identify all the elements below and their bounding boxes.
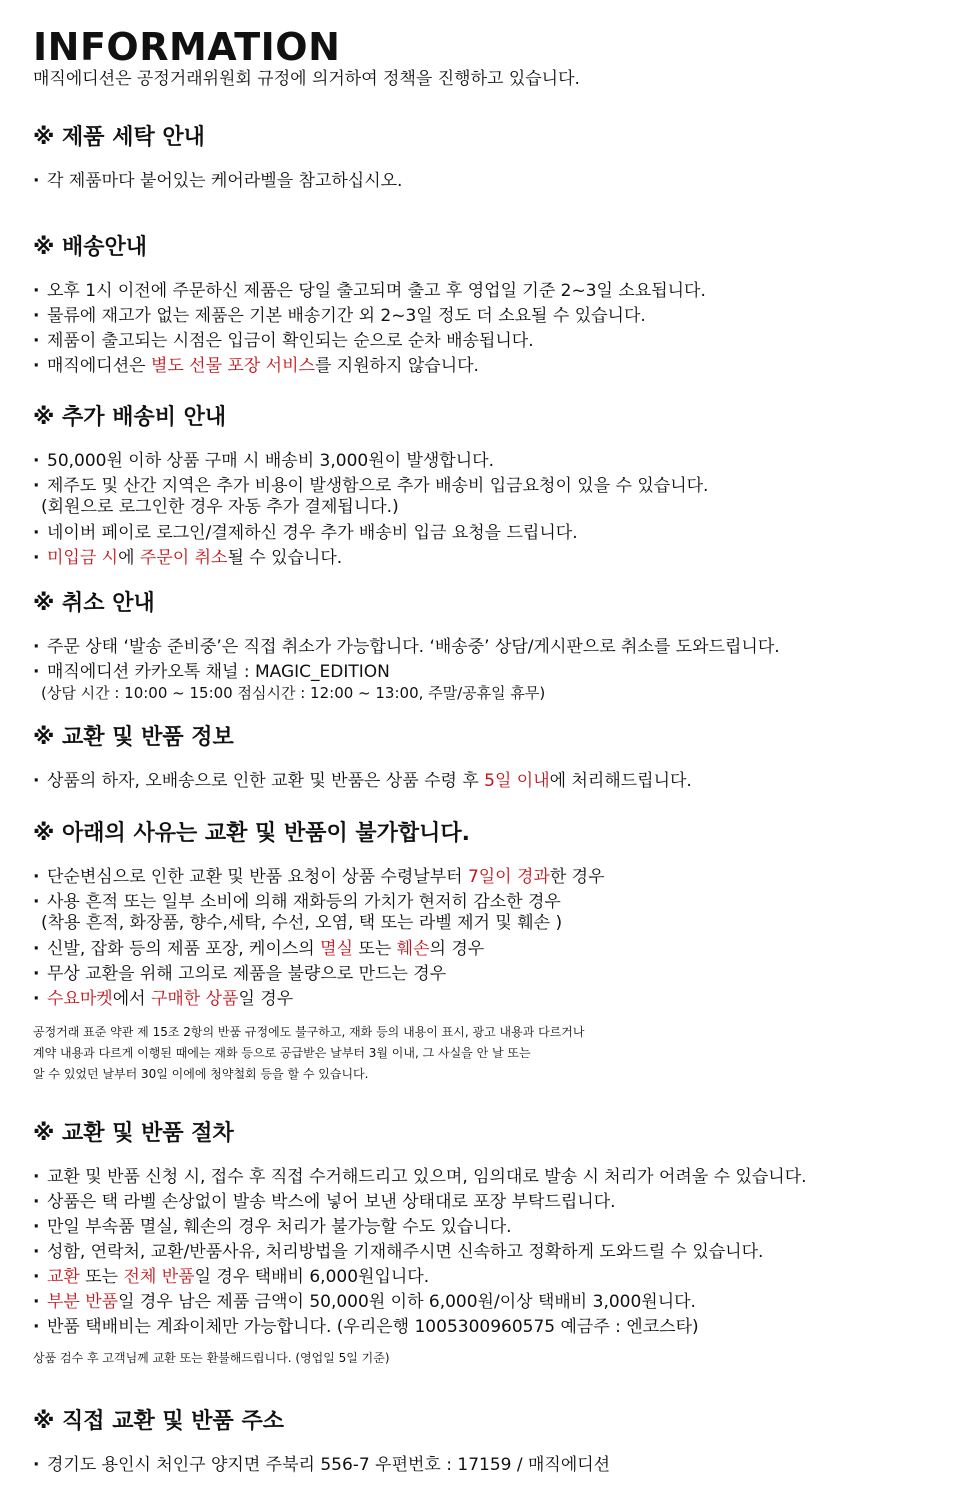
highlight-text: 5일 이내 xyxy=(484,771,550,791)
list-item-note: (상담 시간 : 10:00 ~ 15:00 점심시간 : 12:00 ~ 13:00, 주말/공휴일 휴무) xyxy=(41,684,546,702)
list-item xyxy=(33,769,943,794)
text-part: 일 경우 남은 제품 금액이 50,000원 이하 6,000원/이상 택배비 3,000원니다. xyxy=(118,1292,696,1312)
section-heading: ※ 제품 세탁 안내 xyxy=(33,125,205,150)
list-item: · 만일 부속품 멸실, 훼손의 경우 처리가 불가능할 수도 있습니다. xyxy=(33,1215,943,1240)
list-item xyxy=(33,354,943,379)
legal-note: 공정거래 표준 약관 제 15조 2항의 반품 규정에도 불구하고, 재화 등의 내용이 표시, 광고 내용과 다르거나 xyxy=(33,1025,585,1039)
highlight-text: 부분 반품 xyxy=(47,1292,119,1312)
text-part: 또는 xyxy=(353,939,397,959)
list-item: · 성함, 연락처, 교환/반품사유, 처리방법을 기재해주시면 신속하고 정확하게 도와드릴 수 있습니다. xyxy=(33,1240,943,1265)
highlight-text: 훼손 xyxy=(396,939,430,959)
text-part: 신발, 잡화 등의 제품 포장, 케이스의 xyxy=(47,939,321,959)
text-part: 단순변심으로 인한 교환 및 반품 요청이 상품 수령날부터 xyxy=(47,867,468,887)
section-heading: ※ 아래의 사유는 교환 및 반품이 불가합니다. xyxy=(33,821,470,846)
list-item xyxy=(33,865,943,890)
text-part: 에 xyxy=(118,548,140,568)
section-heading: ※ 취소 안내 xyxy=(33,591,155,616)
list-item: · 주문 상태 ‘발송 준비중’은 직접 취소가 가능합니다. ‘배송중’ 상담/게시판으로 취소를 도와드립니다. xyxy=(33,635,943,660)
list-item-note: (회원으로 로그인한 경우 자동 추가 결제됩니다.) xyxy=(41,497,399,517)
not-allowed-section xyxy=(33,820,943,1085)
highlight-text: 미입금 시 xyxy=(47,548,119,568)
list-item: · 교환 및 반품 신청 시, 접수 후 직접 수거해드리고 있으며, 임의대로 발송 시 처리가 어려울 수 있습니다. xyxy=(33,1165,943,1190)
highlight-text: 전체 반품 xyxy=(123,1267,195,1287)
text-part: 한 경우 xyxy=(549,867,605,887)
text-part: 에 처리해드립니다. xyxy=(549,771,692,791)
text-part: 상품의 하자, 오배송으로 인한 교환 및 반품은 상품 수령 후 xyxy=(47,771,485,791)
text-part: 에서 xyxy=(112,989,151,1009)
list-item: · 네이버 페이로 로그인/결제하신 경우 추가 배송비 입금 요청을 드립니다. xyxy=(33,521,943,546)
extra-fee-section xyxy=(33,404,943,571)
page-title: INFORMATION xyxy=(33,25,341,69)
list-item: · 상품은 택 라벨 손상없이 발송 박스에 넣어 보낸 상태대로 포장 부탁드립니다. xyxy=(33,1190,943,1215)
cancel-section xyxy=(33,590,943,707)
list-item-note: (착용 흔적, 화장품, 향수,세탁, 수선, 오염, 택 또는 라벨 제거 및 훼손 ) xyxy=(41,913,563,933)
highlight-text: 7일이 경과 xyxy=(467,867,550,887)
text-part: 일 경우 xyxy=(238,989,294,1009)
list-item: · 제품이 출고되는 시점은 입금이 확인되는 순으로 순차 배송됩니다. xyxy=(33,329,943,354)
info-page xyxy=(33,25,943,1475)
list-item: · 매직에디션 카카오톡 채널 : MAGIC_EDITION xyxy=(33,660,943,685)
text-part: 또는 xyxy=(79,1267,124,1287)
list-item: · 물류에 재고가 없는 제품은 기본 배송기간 외 2~3일 정도 더 소요될 수 있습니다. xyxy=(33,304,943,329)
highlight-text: 별도 선물 포장 서비스 xyxy=(150,356,315,376)
text-part: 의 경우 xyxy=(429,939,485,959)
section-heading: ※ 직접 교환 및 반품 주소 xyxy=(33,1409,284,1434)
legal-note: 상품 검수 후 고객님께 교환 또는 환불해드립니다. (영업일 5일 기준) xyxy=(33,1351,390,1365)
text-part: 될 수 있습니다. xyxy=(227,548,343,568)
section-heading: ※ 배송안내 xyxy=(33,235,148,260)
highlight-text: 구매한 상품 xyxy=(150,989,239,1009)
highlight-text: 멸실 xyxy=(320,939,353,959)
list-item: · 사용 흔적 또는 일부 소비에 의해 재화등의 가치가 현저히 감소한 경우 xyxy=(33,890,943,915)
list-item xyxy=(33,1265,943,1290)
washing-section xyxy=(33,124,943,194)
list-item: · 제주도 및 산간 지역은 추가 비용이 발생함으로 추가 배송비 입금요청이 있을 수 있습니다. xyxy=(33,474,943,499)
text-part: 일 경우 택배비 6,000원입니다. xyxy=(194,1267,430,1287)
highlight-text: 주문이 취소 xyxy=(139,548,228,568)
legal-note: 계약 내용과 다르게 이행된 때에는 재화 등으로 공급받은 날부터 3월 이내, 그 사실을 안 날 또는 xyxy=(33,1046,531,1060)
highlight-text: 수요마켓 xyxy=(47,989,113,1009)
section-heading: ※ 교환 및 반품 절차 xyxy=(33,1121,234,1146)
highlight-text: 교환 xyxy=(47,1267,80,1287)
list-item xyxy=(33,1290,943,1315)
list-item: · 오후 1시 이전에 주문하신 제품은 당일 출고되며 출고 후 영업일 기준 2~3일 소요됩니다. xyxy=(33,279,943,304)
address-section xyxy=(33,1408,943,1478)
shipping-section xyxy=(33,234,943,379)
legal-note: 알 수 있었던 날부터 30일 이에에 청약철회 등을 할 수 있습니다. xyxy=(33,1067,369,1081)
section-heading: ※ 추가 배송비 안내 xyxy=(33,405,227,430)
text-part: 를 지원하지 않습니다. xyxy=(314,356,479,376)
section-heading: ※ 교환 및 반품 정보 xyxy=(33,725,234,750)
list-item: · 50,000원 이하 상품 구매 시 배송비 3,000원이 발생합니다. xyxy=(33,449,943,474)
text-part: 매직에디션은 xyxy=(47,356,151,376)
address-line: · 경기도 용인시 처인구 양지면 주북리 556-7 우편번호 : 17159 / 매직에디션 xyxy=(33,1453,943,1478)
procedure-section xyxy=(33,1120,943,1369)
list-item xyxy=(33,937,943,962)
list-item: · 각 제품마다 붙어있는 케어라벨을 참고하십시오. xyxy=(33,169,943,194)
list-item: · 반품 택배비는 계좌이체만 가능합니다. (우리은행 1005300960575 예금주 : 엔코스타) xyxy=(33,1315,943,1340)
exchange-info-section xyxy=(33,724,943,794)
list-item: · 무상 교환을 위해 고의로 제품을 불량으로 만드는 경우 xyxy=(33,962,943,987)
page-subtitle: 매직에디션은 공정거래위원회 규정에 의거하여 정책을 진행하고 있습니다. xyxy=(33,69,580,89)
list-item xyxy=(33,987,943,1012)
list-item xyxy=(33,546,943,571)
